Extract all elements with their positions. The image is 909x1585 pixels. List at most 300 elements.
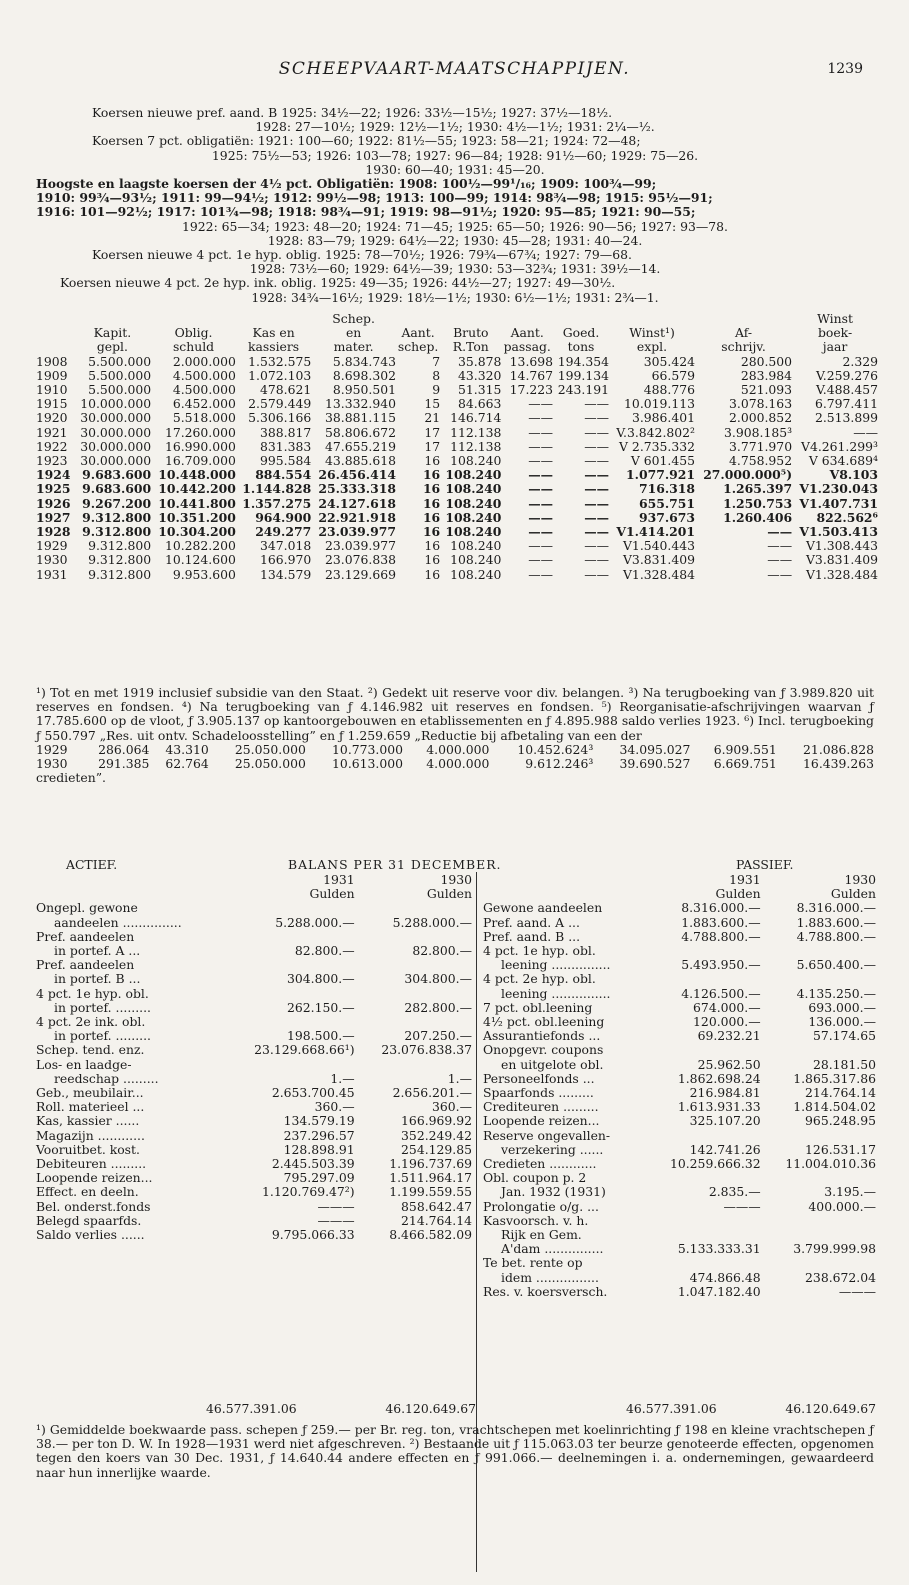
- stats-header-cell: R.Ton: [452, 339, 489, 355]
- actief-value-1930: [355, 1058, 472, 1072]
- stats-header-cell: [236, 312, 311, 326]
- actief-label: in portef. .........: [54, 1028, 151, 1044]
- stats-cell: 22.921.918: [318, 509, 396, 525]
- stats-cell: 1930: [36, 552, 68, 568]
- stats-cell: 9.683.600: [82, 481, 152, 497]
- actief-value-1931: 360.—: [314, 1099, 355, 1115]
- stats-cell: 16: [422, 467, 441, 483]
- stats-cell: ——: [528, 424, 554, 440]
- stats-cell: ——: [584, 424, 609, 440]
- stats-cell: 16: [424, 566, 441, 582]
- passief-value-1931: 1.613.931.33: [677, 1099, 761, 1115]
- actief-row: [36, 916, 472, 930]
- passief-label: Loopende reizen...: [483, 1113, 600, 1129]
- passief-value-1930: 4.788.800.—: [796, 928, 876, 944]
- table-row: [36, 454, 878, 468]
- passief-label: leening ...............: [501, 985, 611, 1001]
- passief-label: 7 pct. obl.leening: [483, 999, 593, 1015]
- actief-value-1930: 360.—: [432, 1099, 472, 1115]
- actief-label: 4 pct. 2e ink. obl.: [36, 1014, 146, 1030]
- total-actief-1930: 46.120.649.67: [385, 1401, 476, 1416]
- stats-cell: 35.878: [458, 353, 502, 369]
- stats-cell: 9.953.600: [172, 566, 236, 582]
- extra-cell: 9.612.246³: [525, 756, 594, 772]
- stats-header-cell: kassiers: [247, 339, 300, 355]
- unit-1930: Gulden: [830, 886, 876, 902]
- unit-1931: Gulden: [309, 886, 355, 902]
- extra-cell: 6.669.751: [713, 756, 777, 772]
- table-row: [36, 511, 878, 525]
- passief-value-1931: 216.984.81: [689, 1085, 761, 1101]
- actief-label: in portef. .........: [54, 999, 151, 1015]
- stats-cell: 655.751: [638, 495, 695, 511]
- stats-header-cell: [396, 312, 440, 326]
- actief-row: [36, 1001, 472, 1015]
- stats-header-cell: mater.: [333, 339, 374, 355]
- stats-cell: ——: [584, 438, 609, 454]
- crediteuren-note: credieten”.: [36, 770, 106, 786]
- actief-label: in portef. A ...: [54, 943, 141, 959]
- stats-cell: ——: [767, 538, 793, 554]
- passief-label: Te bet. rente op: [483, 1255, 583, 1271]
- actief-value-1931: 237.296.57: [283, 1127, 355, 1143]
- total-passief-1930: 46.120.649.67: [785, 1401, 876, 1416]
- passief-row: [483, 1001, 876, 1015]
- stats-cell: 831.383: [259, 438, 312, 454]
- stats-cell: 9.683.600: [82, 467, 152, 483]
- stats-cell: 10.448.000: [158, 467, 236, 483]
- actief-row: [36, 1100, 472, 1114]
- passief-label: Pref. aand. A ...: [483, 914, 580, 930]
- stats-cell: V3.831.409: [622, 552, 695, 568]
- stats-header-cell: Aant.: [401, 325, 435, 341]
- stats-cell: 1909: [36, 367, 68, 383]
- quote-line: 1930: 60—40; 1931: 45—20.: [365, 161, 545, 177]
- table-row: [36, 482, 878, 496]
- extra-cell: 34.095.027: [619, 741, 691, 757]
- total-passief-1931: 46.577.391.06: [626, 1401, 717, 1416]
- quote-line: Koersen 7 pct. obligatiën: 1921: 100—60; 1922: 81½—55; 1923: 58—21; 1924: 72—48;: [92, 133, 641, 149]
- stats-cell: 16: [424, 453, 441, 469]
- stats-cell: 1926: [36, 495, 71, 511]
- stats-cell: 5.500.000: [88, 367, 152, 383]
- stats-cell: 8.950.501: [332, 382, 396, 398]
- stats-cell: V4.261.299³: [801, 438, 878, 454]
- quote-line: 1928: 27—10½; 1929: 12½—1½; 1930: 4½—1½; 1931: 2¼—½.: [255, 119, 655, 135]
- stats-cell: 9: [432, 382, 441, 398]
- table-row: [36, 497, 878, 511]
- passief-value-1930: 4.135.250.—: [796, 985, 876, 1001]
- passief-value-1931: [645, 1214, 760, 1228]
- actief-value-1931: 128.898.91: [283, 1141, 355, 1157]
- actief-value-1931: 134.579.19: [283, 1113, 355, 1129]
- stats-cell: 10.000.000: [80, 396, 152, 412]
- passief-value-1930: 136.000.—: [808, 1014, 876, 1030]
- stats-cell: 2.000.852: [729, 410, 793, 426]
- passief-row: [483, 930, 876, 944]
- actief-value-1930: 1.—: [447, 1070, 472, 1086]
- actief-label: Los- en laadge-: [36, 1056, 132, 1072]
- actief-label: 4 pct. 1e hyp. obl.: [36, 985, 149, 1001]
- passief-row: [483, 1058, 876, 1072]
- stats-header-cell: [36, 326, 74, 340]
- stats-cell: 9.312.800: [88, 538, 152, 554]
- stats-cell: 1925: [36, 481, 71, 497]
- actief-label: Schep. tend. enz.: [36, 1042, 145, 1058]
- passief-totals: [626, 1402, 876, 1416]
- passief-value-1931: 5.493.950.—: [681, 957, 761, 973]
- balance-title: BALANS PER 31 DECEMBER.: [288, 857, 502, 872]
- passief-value-1930: 214.764.14: [805, 1085, 876, 1101]
- stats-cell: 3.908.185³: [724, 424, 793, 440]
- stats-cell: 1910: [36, 382, 68, 398]
- passief-row: [483, 1214, 876, 1228]
- stats-header-cell: schuld: [172, 339, 215, 355]
- table-row: [36, 383, 878, 397]
- stats-cell: 5.306.166: [248, 410, 312, 426]
- stats-cell: 16: [422, 495, 441, 511]
- actief-label: Pref. aandeelen: [36, 928, 135, 944]
- actief-label: Roll. materieel ...: [36, 1099, 145, 1115]
- table-row: [36, 568, 878, 582]
- stats-cell: 13.332.940: [325, 396, 396, 412]
- stats-cell: 30.000.000: [80, 424, 152, 440]
- stats-cell: ——: [528, 410, 554, 426]
- actief-row: [36, 958, 472, 972]
- stats-cell: 9.312.800: [82, 509, 152, 525]
- stats-header-cell: schep.: [397, 339, 439, 355]
- stats-cell: 5.500.000: [88, 353, 152, 369]
- passief-value-1931: [645, 1129, 760, 1143]
- stats-cell: 23.129.669: [325, 566, 396, 582]
- actief-value-1931: [225, 901, 355, 915]
- table-row: [36, 411, 878, 425]
- stats-cell: 3.986.401: [631, 410, 695, 426]
- stats-cell: 1.144.828: [242, 481, 312, 497]
- stats-cell: 5.518.000: [172, 410, 236, 426]
- passief-value-1931: 120.000.—: [693, 1014, 761, 1030]
- stats-cell: 8: [432, 367, 441, 383]
- stats-cell: 25.333.318: [318, 481, 396, 497]
- passief-value-1931: 142.741.26: [689, 1141, 761, 1157]
- stats-header-cell: boek-: [817, 325, 853, 341]
- actief-value-1931: 262.150.—: [287, 999, 355, 1015]
- passief-value-1930: [761, 1043, 876, 1057]
- actief-row: [36, 1129, 472, 1143]
- extra-cell: 10.773.000: [332, 741, 403, 757]
- stats-cell: ——: [584, 396, 609, 412]
- stats-header-cell: expl.: [636, 339, 668, 355]
- stats-cell: 10.124.600: [164, 552, 236, 568]
- stats-cell: 17.260.000: [164, 424, 236, 440]
- stats-cell: 488.776: [643, 382, 695, 398]
- passief-value-1930: [761, 1256, 876, 1270]
- extra-cell: 10.613.000: [332, 756, 403, 772]
- stats-cell: 9.312.800: [88, 552, 152, 568]
- stats-cell: 134.579: [259, 566, 312, 582]
- stats-cell: 194.354: [557, 353, 609, 369]
- stats-cell: 108.240: [445, 509, 502, 525]
- quote-line: 1916: 101—92½; 1917: 101¾—98; 1918: 98¾—91; 1919: 98—91½; 1920: 95—85; 1921: 90—55;: [36, 204, 696, 220]
- stats-cell: V 601.455: [630, 453, 695, 469]
- unit-1931: Gulden: [715, 886, 761, 902]
- passief-label: Credieten ............: [483, 1156, 597, 1172]
- passief-row: [483, 987, 876, 1001]
- spacer: [36, 873, 225, 887]
- actief-label: Ongepl. gewone: [36, 900, 138, 916]
- table-row: [36, 440, 878, 454]
- table-row: [36, 355, 878, 369]
- actief-value-1930: 304.800.—: [404, 971, 472, 987]
- stats-cell: ——: [767, 552, 793, 568]
- balance-sheet: [36, 858, 876, 1438]
- actief-value-1930: 207.250.—: [404, 1028, 472, 1044]
- stats-cell: 51.315: [458, 382, 502, 398]
- passief-value-1930: 1.865.317.86: [793, 1070, 876, 1086]
- actief-value-1931: 2.653.700.45: [271, 1085, 355, 1101]
- stats-cell: 8.698.302: [332, 367, 396, 383]
- passief-value-1931: ———: [723, 1198, 761, 1214]
- stats-cell: 16.709.000: [164, 453, 236, 469]
- actief-value-1930: 5.288.000.—: [392, 914, 472, 930]
- passief-row: [483, 1072, 876, 1086]
- actief-row: [36, 1185, 472, 1199]
- stats-cell: 822.562⁶: [816, 509, 878, 525]
- stats-cell: 27.000.000⁵): [703, 467, 793, 483]
- actief-value-1930: 2.656.201.—: [392, 1085, 472, 1101]
- stats-cell: 9.267.200: [82, 495, 152, 511]
- stats-header-cell: Winst: [817, 311, 853, 326]
- quote-line: 1928: 83—79; 1929: 64½—22; 1930: 45—28; 1931: 40—24.: [267, 232, 643, 248]
- stats-cell: 16: [422, 481, 441, 497]
- passief-value-1930: 1.814.504.02: [793, 1099, 876, 1115]
- stats-cell: 16: [424, 538, 441, 554]
- stats-header-row: [36, 340, 878, 354]
- passief-value-1930: 28.181.50: [812, 1056, 876, 1072]
- extra-cell: 39.690.527: [619, 756, 691, 772]
- stats-cell: 10.442.200: [158, 481, 236, 497]
- quote-line: 1910: 99¾—93½; 1911: 99—94½; 1912: 99½—98; 1913: 100—99; 1914: 98¾—98; 1915: 95½—91;: [36, 190, 713, 206]
- actief-value-1931: 304.800.—: [287, 971, 355, 987]
- year-1931: 1931: [323, 872, 355, 887]
- stats-cell: 84.663: [458, 396, 502, 412]
- stats-cell: ——: [528, 566, 554, 582]
- actief-value-1931: 5.288.000.—: [275, 914, 355, 930]
- stats-header-cell: [553, 312, 609, 326]
- stats-cell: 995.584: [259, 453, 312, 469]
- extra-cell: 62.764: [165, 756, 209, 772]
- stats-cell: 1920: [36, 410, 68, 426]
- year-1930: 1930: [440, 872, 472, 887]
- stats-cell: ——: [584, 552, 609, 568]
- stats-cell: 17.223: [509, 382, 554, 398]
- stats-header-cell: jaar: [822, 339, 848, 355]
- passief-row: [483, 1129, 876, 1143]
- actief-value-1931: [225, 987, 355, 1001]
- stats-cell: 884.554: [255, 467, 312, 483]
- stats-cell: V3.831.409: [805, 552, 878, 568]
- actief-row: [36, 1029, 472, 1043]
- passief-value-1930: 8.316.000.—: [796, 900, 876, 916]
- actief-label: Loopende reizen...: [36, 1170, 153, 1186]
- stats-cell: V1.328.484: [805, 566, 878, 582]
- actief-row: [36, 1043, 472, 1057]
- passief-row: [483, 1100, 876, 1114]
- passief-label: Pref. aand. B ...: [483, 928, 581, 944]
- table-row: [36, 397, 878, 411]
- stats-cell: 5.500.000: [88, 382, 152, 398]
- stats-cell: V.259.276: [816, 367, 878, 383]
- passief-value-1930: [761, 972, 876, 986]
- stats-cell: 108.240: [450, 566, 502, 582]
- extra-cell: 4.000.000: [426, 756, 490, 772]
- passief-row: [483, 1029, 876, 1043]
- extra-cell: 1929: [36, 741, 68, 757]
- stats-cell: ——: [584, 509, 609, 525]
- actief-label: Vooruitbet. kost.: [36, 1141, 140, 1157]
- stats-header-cell: passag.: [503, 339, 551, 355]
- actief-row: [36, 1171, 472, 1185]
- quote-line: Koersen nieuwe 4 pct. 2e hyp. ink. oblig. 1925: 49—35; 1926: 44½—27; 1927: 49—30½.: [60, 275, 616, 291]
- passief-value-1930: 3.195.—: [824, 1184, 876, 1200]
- actief-value-1931: 1.—: [330, 1070, 355, 1086]
- stats-header-cell: schrijv.: [721, 339, 766, 355]
- quote-line: 1928: 34¾—16½; 1929: 18½—1½; 1930: 6½—1½; 1931: 2¾—1.: [251, 289, 659, 305]
- actief-value-1931: 2.445.503.39: [271, 1156, 355, 1172]
- actief-row: [36, 1200, 472, 1214]
- passief-label: Jan. 1932 (1931): [501, 1184, 606, 1200]
- stats-cell: 1924: [36, 467, 71, 483]
- stats-cell: 1.357.275: [242, 495, 312, 511]
- stats-cell: 1922: [36, 438, 68, 454]
- passief-value-1930: ———: [838, 1283, 876, 1299]
- passief-row: [483, 1143, 876, 1157]
- actief-value-1930: 166.969.92: [401, 1113, 472, 1129]
- stats-cell: ——: [767, 566, 793, 582]
- actief-value-1931: 9.795.066.33: [271, 1227, 355, 1243]
- stats-cell: 43.885.618: [325, 453, 396, 469]
- stats-cell: ——: [584, 481, 609, 497]
- stats-cell: 1931: [36, 566, 68, 582]
- table-row: [36, 369, 878, 383]
- stats-header-row: [36, 312, 878, 326]
- passief-row: [483, 1242, 876, 1256]
- passief-value-1931: 8.316.000.—: [681, 900, 761, 916]
- stats-cell: 112.138: [450, 424, 502, 440]
- passief-row: [483, 1228, 876, 1242]
- stats-cell: 16.990.000: [164, 438, 236, 454]
- passief-label: A'dam ...............: [501, 1241, 604, 1257]
- passief-row: [483, 1285, 876, 1299]
- stats-cell: 43.320: [458, 367, 502, 383]
- passief-value-1931: 5.133.333.31: [677, 1241, 761, 1257]
- actief-label: ACTIEF.: [66, 857, 118, 872]
- actief-value-1931: [225, 958, 355, 972]
- extra-cell: 25.050.000: [234, 756, 306, 772]
- extra-cell: 16.439.263: [803, 756, 874, 772]
- stats-cell: V1.540.443: [622, 538, 695, 554]
- actief-row: [36, 930, 472, 944]
- stats-cell: 23.039.977: [325, 538, 396, 554]
- stats-cell: 1915: [36, 396, 68, 412]
- stats-cell: 30.000.000: [80, 410, 152, 426]
- passief-value-1930: 3.799.999.98: [793, 1241, 876, 1257]
- passief-label: Personeelfonds ...: [483, 1070, 595, 1086]
- passief-label: Reserve ongevallen-: [483, 1127, 611, 1143]
- stats-cell: 7: [432, 353, 441, 369]
- stats-grid: [36, 312, 878, 582]
- actief-value-1931: [225, 1015, 355, 1029]
- stats-cell: 3.771.970: [729, 438, 793, 454]
- passief-value-1930: 400.000.—: [808, 1198, 876, 1214]
- stats-cell: 1.072.103: [248, 367, 312, 383]
- stats-cell: V 634.689⁴: [808, 453, 878, 469]
- passief-value-1931: 1.862.698.24: [677, 1070, 761, 1086]
- stats-cell: 10.441.800: [158, 495, 236, 511]
- passief-row: [483, 901, 876, 915]
- actief-value-1930: 858.642.47: [401, 1198, 472, 1214]
- stats-cell: 4.758.952: [729, 453, 793, 469]
- stats-cell: ——: [584, 524, 609, 540]
- stats-cell: 1927: [36, 509, 71, 525]
- passief-row: [483, 958, 876, 972]
- stats-cell: 1.260.406: [723, 509, 793, 525]
- stats-cell: 23.039.977: [318, 524, 396, 540]
- stats-header-cell: Schep.: [332, 311, 375, 326]
- table-row: [36, 757, 874, 771]
- actief-value-1930: 82.800.—: [412, 943, 472, 959]
- page-header: [0, 59, 909, 84]
- actief-label: reedschap .........: [54, 1070, 159, 1086]
- stats-cell: 1921: [36, 424, 68, 440]
- stats-cell: 38.881.115: [325, 410, 396, 426]
- extra-cell: 10.452.624³: [517, 741, 594, 757]
- passief-row: [483, 972, 876, 986]
- stats-cell: 16: [422, 524, 441, 540]
- passief-column: [483, 873, 876, 1299]
- passief-value-1930: [761, 944, 876, 958]
- actief-value-1930: [355, 901, 472, 915]
- stats-cell: 10.282.200: [164, 538, 236, 554]
- stats-header-cell: [695, 312, 792, 326]
- passief-value-1930: 57.174.65: [812, 1028, 876, 1044]
- passief-unit-row: [483, 887, 876, 901]
- actief-year-row: [36, 873, 472, 887]
- stats-cell: 283.984: [740, 367, 793, 383]
- table-row: [36, 553, 878, 567]
- year-1930: 1930: [844, 872, 876, 887]
- passief-row: [483, 1271, 876, 1285]
- actief-value-1931: 23.129.668.66¹): [254, 1042, 355, 1058]
- table-row: [36, 525, 878, 539]
- passief-value-1930: 126.531.17: [805, 1141, 876, 1157]
- passief-value-1931: 4.126.500.—: [681, 985, 761, 1001]
- stats-cell: 30.000.000: [80, 438, 152, 454]
- stats-cell: ——: [767, 524, 793, 540]
- quotes-block: [36, 106, 874, 305]
- stats-cell: ——: [584, 453, 609, 469]
- stats-cell: 964.900: [255, 509, 312, 525]
- actief-label: Belegd spaarfds.: [36, 1212, 142, 1228]
- stats-cell: 108.240: [445, 524, 502, 540]
- stats-cell: ——: [584, 538, 609, 554]
- stats-cell: ——: [528, 467, 554, 483]
- passief-row: [483, 1171, 876, 1185]
- actief-row: [36, 901, 472, 915]
- quote-line: Koersen nieuwe 4 pct. 1e hyp. oblig. 1925: 78—70½; 1926: 79¾—67¾; 1927: 79—68.: [92, 247, 632, 263]
- stats-cell: 14.767: [509, 367, 554, 383]
- extra-cell: 43.310: [165, 741, 209, 757]
